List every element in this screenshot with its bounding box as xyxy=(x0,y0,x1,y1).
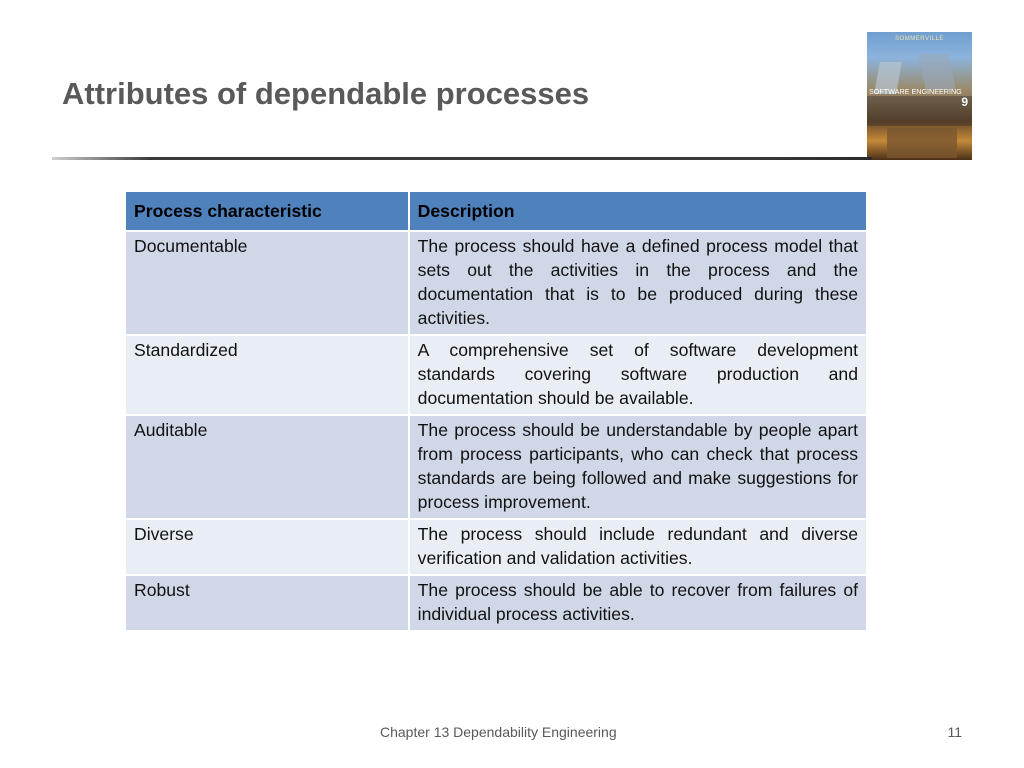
characteristic-cell: Robust xyxy=(126,575,409,631)
description-cell: The process should include redundant and diverse verification and validation activities. xyxy=(409,519,867,575)
description-cell: The process should be understandable by people apart from process participants, who can check that process standards are being followed and make suggestions for process improvement. xyxy=(409,415,867,519)
slide-footer: Chapter 13 Dependability Engineering xyxy=(380,724,617,740)
description-cell: The process should have a defined process model that sets out the activities in the process and the documentation that is to be produced during these activities. xyxy=(409,231,867,335)
characteristic-cell: Documentable xyxy=(126,231,409,335)
cover-title-band xyxy=(867,96,972,126)
header-description: Description xyxy=(409,192,867,231)
description-cell: The process should be able to recover from failures of individual process activities. xyxy=(409,575,867,631)
table-row xyxy=(126,231,867,335)
table-row xyxy=(126,415,867,519)
characteristic-cell: Auditable xyxy=(126,415,409,519)
table-row xyxy=(126,519,867,575)
slide-title: Attributes of dependable processes xyxy=(62,76,590,111)
description-cell: A comprehensive set of software development standards covering software production and documentation should be available. xyxy=(409,335,867,415)
table-header-row xyxy=(126,192,867,231)
book-cover-image xyxy=(867,32,972,160)
page-number: 11 xyxy=(947,724,962,740)
cover-building-shape xyxy=(918,54,956,90)
title-divider xyxy=(52,157,872,160)
table-row xyxy=(126,335,867,415)
cover-publisher: SOMMERVILLE xyxy=(895,36,944,42)
cover-foreground-shape xyxy=(887,128,957,158)
process-attributes-table xyxy=(126,192,868,632)
table-row xyxy=(126,575,867,631)
characteristic-cell: Standardized xyxy=(126,335,409,415)
cover-edition: 9 xyxy=(961,95,968,109)
characteristic-cell: Diverse xyxy=(126,519,409,575)
cover-title: SOFTWARE ENGINEERING xyxy=(869,87,962,96)
header-process-characteristic: Process characteristic xyxy=(126,192,409,231)
